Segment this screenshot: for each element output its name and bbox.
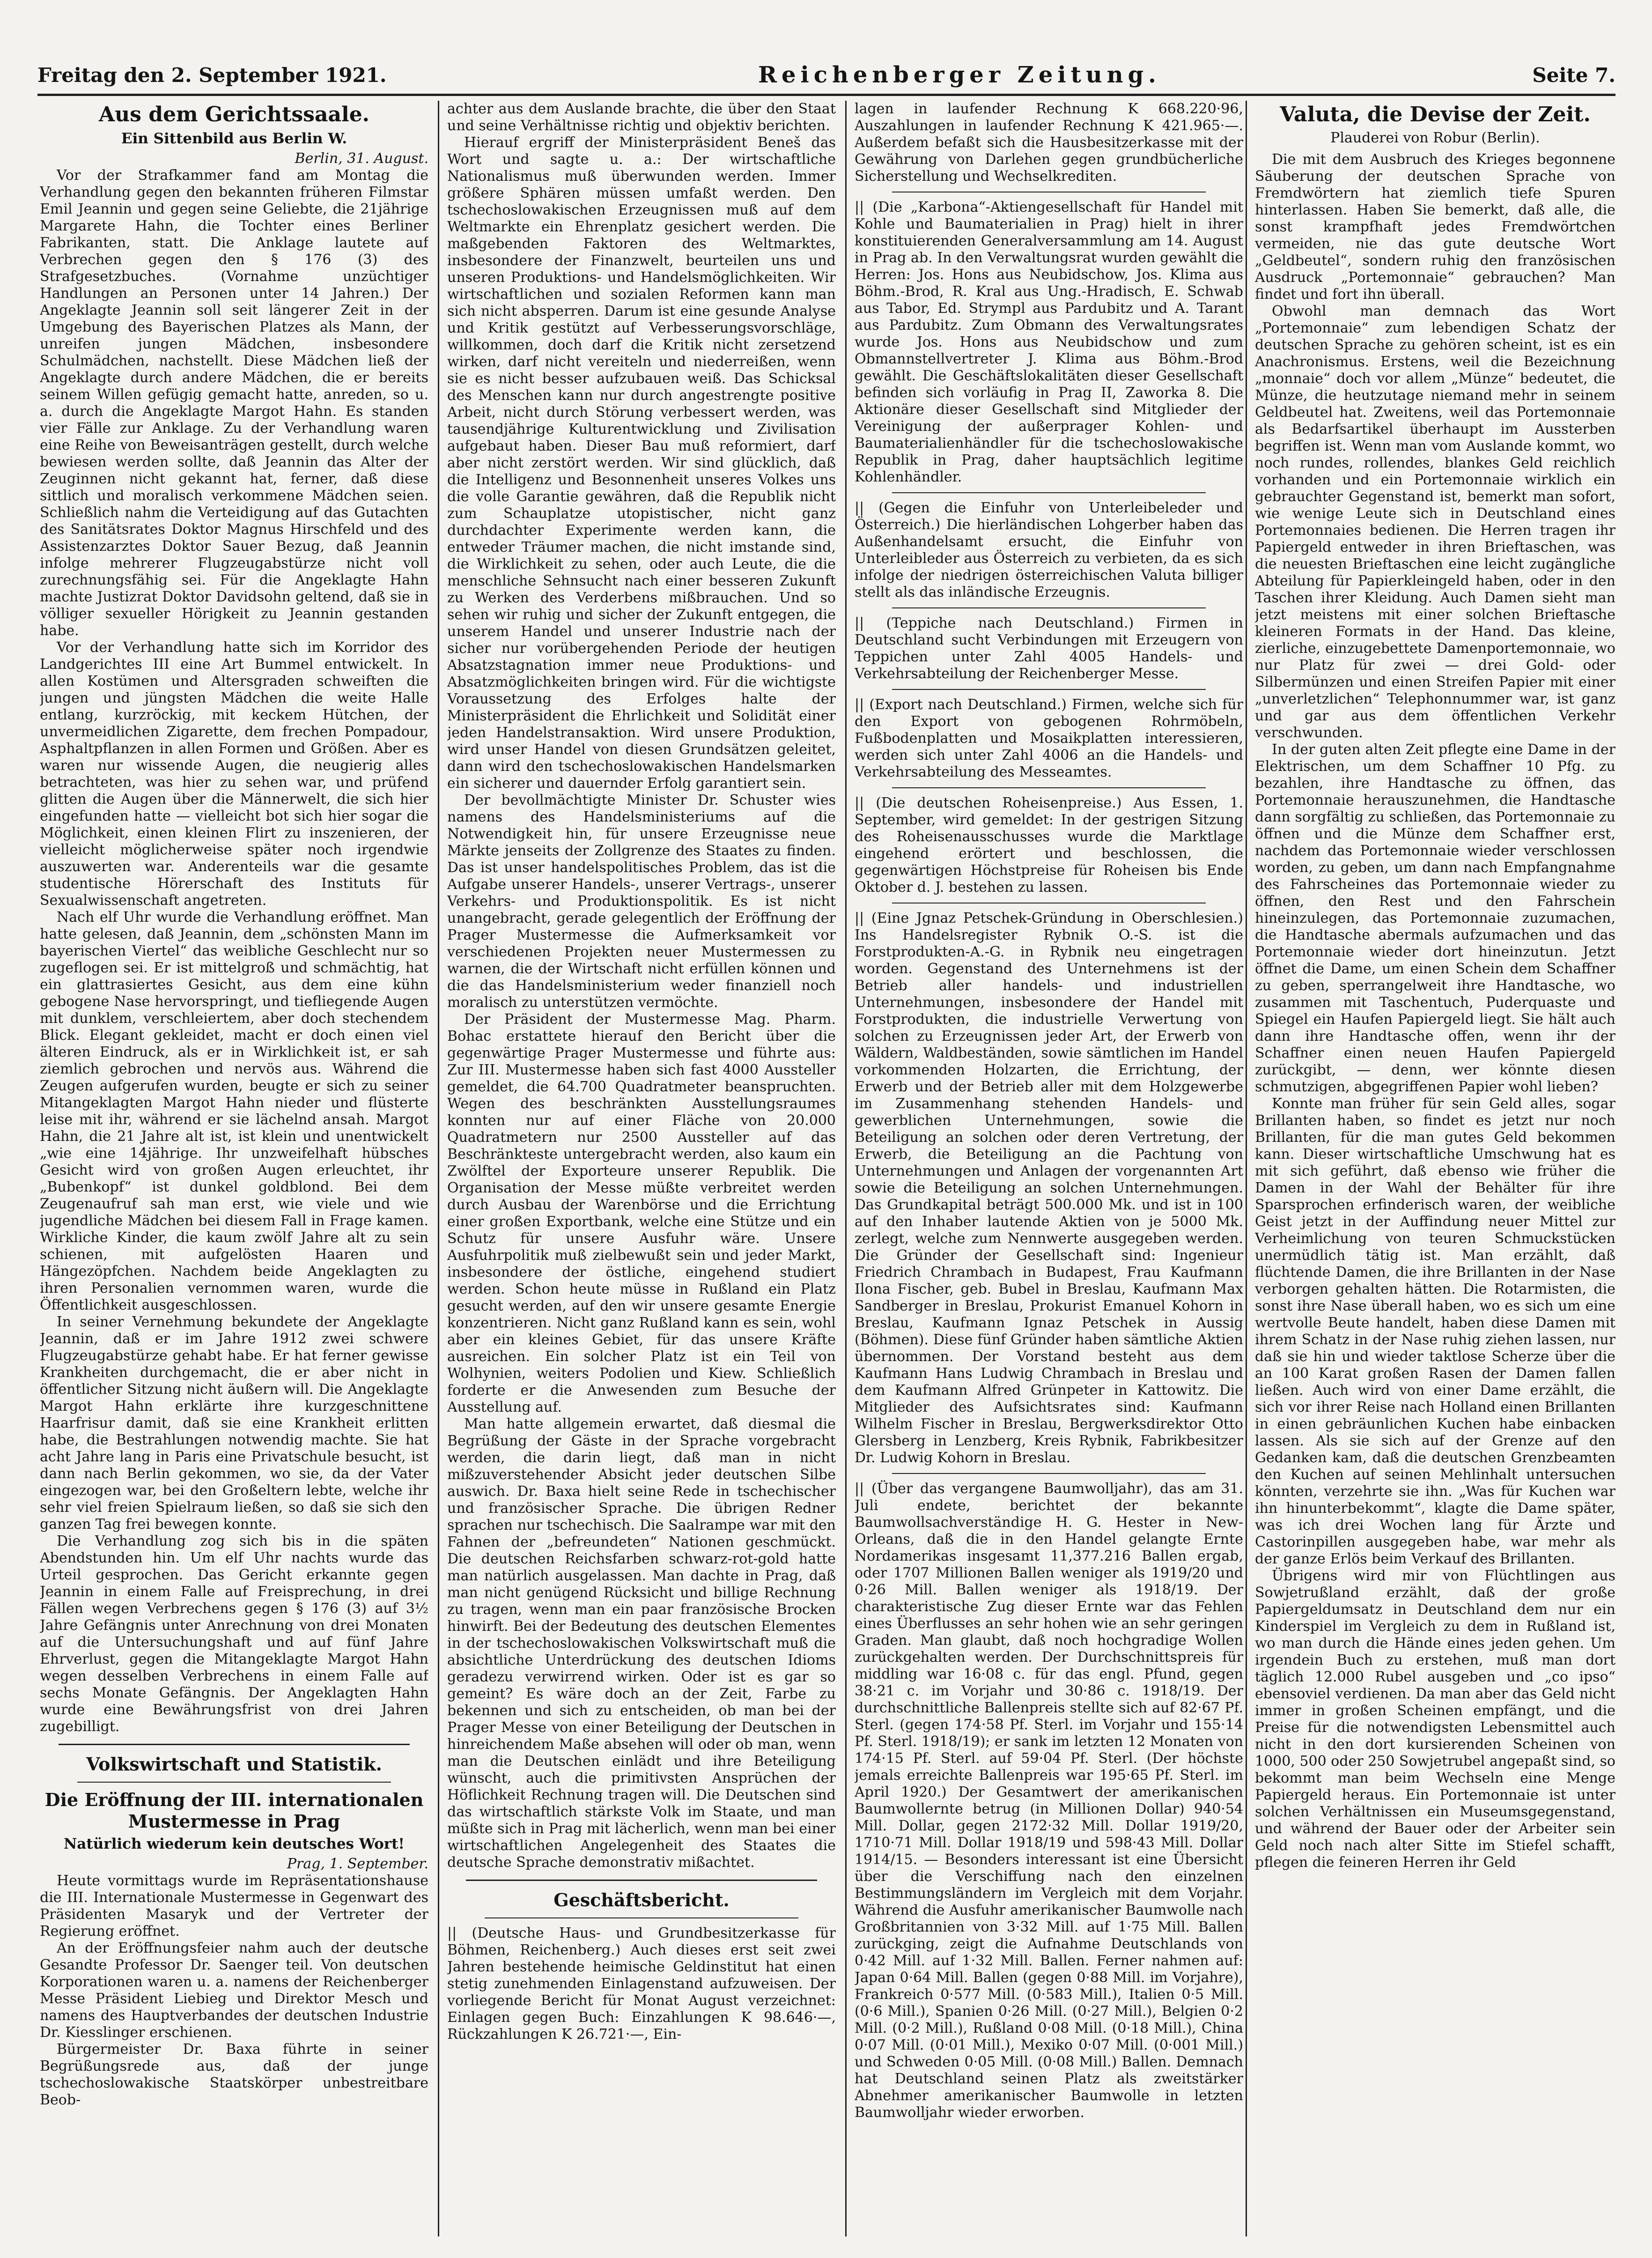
article-subtitle: Ein Sittenbild aus Berlin W. xyxy=(121,130,347,147)
divider xyxy=(485,1917,798,1918)
paragraph: Die Verhandlung zog sich bis in die späten Abendstunden hin. Um elf Uhr nachts wurde das Urteil gesprochen. Das Gericht erkannte gegen Jeannin in einem Falle auf Freisprechung, in drei Fällen wegen Verbrechens gegen § 176 (3) auf 3½ Jahre Gefängnis unter Anrechnung von drei Monaten auf die Untersuchungshaft und auf fünf Jahre Ehrverlust, gegen die Mitangeklagte Margot Hahn wegen desselben Verbrechens in einem Falle auf sechs Monate Gefängnis. Der Angeklagten Hahn wurde eine Bewährungsfrist von drei Jahren zugebilligt. xyxy=(40,1533,428,1735)
page-number: Seite 7. xyxy=(1532,63,1615,87)
paragraph: Vor der Verhandlung hatte sich im Korridor des Landgerichtes III eine Art Bummel entwickelt. In allen Kostümen und Altersgraden schweiften die jungen und jüngsten Mädchen die weite Halle entlang, kurzröckig, mit keckem Hütchen, der unvermeidlichen Zigarette, dem frechen Pompadour, Asphaltpflanzen in allen Formen und Größen. Aber es waren nur wissende Augen, die neugierig alles betrachteten, was hier zu sehen war, und prüfend glitten die Augen über die Männerwelt, die sich hier eingefunden hatte — vielleicht bot sich hier sogar die Möglichkeit, einen kleinen Flirt zu inszenieren, der vielleicht möglicherweise später noch irgendwie auszuwerten war. Anderenteils war die gesamte studentische Hörerschaft des Instituts für Sexualwissenschaft angetreten. xyxy=(40,639,428,909)
column-1 xyxy=(40,101,428,2236)
paragraph: In seiner Vernehmung bekundete der Angeklagte Jeannin, daß er im Jahre 1912 zwei schwere Flugzeugabstürze gehabt habe. Er hat ferner gewisse Krankheiten durchgemacht, die er aber nicht in öffentlicher Sitzung nicht äußern will. Die Angeklagte Margot Hahn erklärte ihre kurzgeschnittene Haarfrisur damit, daß sie eine Krankheit erlitten habe, die Bestrahlungen notwendig machte. Sie hat acht Jahre lang in Paris eine Privatschule besucht, ist dann nach Berlin gekommen, wo sie, da der Vater eingezogen war, bei den Großeltern lebte, welche ihr sehr viel freien Spielraum ließen, so daß sie sich den ganzen Tag frei bewegen konnte. xyxy=(40,1314,428,1532)
paragraph: Konnte man früher für sein Geld alles, sogar Brillanten haben, so findet es jetzt nur noch Brillanten, für die man gutes Geld bekommen kann. Dieser wirtschaftliche Umschwung hat es mit sich geführt, daß ebenso wie früher die Damen in der Wahl der Behälter für ihre Sparsprochen erfinderisch waren, der weibliche Geist jetzt in der Auffindung neuer Mittel zur Verheimlichung von teuren Schmuckstücken unermüdlich tätig ist. Man erzählt, daß flüchtende Damen, die ihre Brillanten in der Nase verborgen gehalten hätten. Die Rotarmisten, die sonst ihre Nase überall haben, wo es sich um eine wertvolle Beute handelt, haben diese Damen mit ihrem Schatz in der Nase ruhig ziehen lassen, nur daß sie hin und wieder taktlose Scherze über die an 100 Karat großen Rasen der Damen fallen ließen. Auch wird von einer Dame erzählt, die sich vor ihrer Reise nach Holland einen Brillanten in einen gebräunlichen Kuchen habe einbacken lassen. Als sie sich auf der Grenze auf den Gedanken kam, daß die deutschen Grenzbeamten den Kuchen auf seinen Mehlinhalt untersuchen könnten, verzehrte sie ihn. „Was für Kuchen war ihn hinunterbekommt“, klagte die Dame später, was ich drei Wochen lang für Ärzte und Castorinpillen ausgegeben habe, war mehr als der ganze Erlös beim Verkauf des Brillanten. xyxy=(1255,1096,1615,1567)
notice: || (Export nach Deutschland.) Firmen, welche sich für den Export von gebogenen Rohrmöbeln, Fußbodenplatten und Mosaikplatten interessieren, werden sich unter Zahl 4006 an die Handels- und Verkehrsabteilung des Messeamtes. xyxy=(855,696,1243,780)
paragraph: An der Eröffnungsfeier nahm auch der deutsche Gesandte Professor Dr. Saenger teil. Von deutschen Korporationen waren u. a. namens der Reichenberger Messe Präsident Liebieg und Direktor Mesch und namens des Hauptverbandes der deutschen Industrie Dr. Kiesslinger erschienen. xyxy=(40,1940,428,2041)
column-rule xyxy=(1246,101,1247,2236)
section-title: Geschäftsbericht. xyxy=(553,1889,730,1910)
paragraph: Hierauf ergriff der Ministerpräsident Beneš das Wort und sagte u. a.: Der wirtschaftliche Nationalismus muß überwunden werden. Immer größere Sphären müssen umfaßt werden. Den tschechoslowakischen Erzeugnissen muß auf dem Weltmarkte ein Ehrenplatz gesichert werden. Die maßgebenden Faktoren des Weltmarktes, insbesondere der Finanzwelt, beurteilen uns und unseren Produktions- und Handelsmöglichkeiten. Wir wirtschaftlichen und sozialen Reformen kann man sich nicht absperren. Darum ist eine gesunde Analyse und Kritik gestützt auf Verbesserungsvorschläge, willkommen, doch darf die Kritik nicht zersetzend wirken, darf nicht vereiteln und niederreißen, wenn sie es nicht besser aufzubauen weiß. Das Schicksal des Menschen kann nur durch angestrengte positive Arbeit, nicht durch Störung verbessert werden, was tausendjährige Kulturentwicklung und Zivilisation aufgebaut haben. Dieser Bau muß reformiert, darf aber nicht zerstört werden. Wir sind glücklich, daß die Intelligenz und Besonnenheit unseres Volkes uns die volle Garantie gewähren, daß die Republik nicht zum Schauplatze utopistischer, nicht ganz durchdachter Experimente werden kann, die entweder Träumer machen, die nicht imstande sind, die Wirklichkeit zu sehen, oder auch Leute, die die menschliche Sehnsucht nach einer besseren Zukunft zu Werken des Verderbens mißbrauchen. Und so sehen wir ruhig und sicher der Zukunft entgegen, die unserem Handel und unserer Industrie nach der sicher nur vorübergehenden Periode der heutigen Absatzstagnation immer neue Produktions- und Absatzmöglichkeiten bringen wird. Für die wichtigste Voraussetzung des Erfolges halte der Ministerpräsident die Ehrlichkeit und Solidität einer jeden Handelstransaktion. Wird unsere Produktion, wird unser Handel von diesen Grundsätzen geleitet, dann wird den tschechoslowakischen Handelsmarken ein sicherer und dauernder Erfolg garantiert sein. xyxy=(447,134,836,792)
section-divider xyxy=(466,1880,817,1881)
article-title: Valuta, die Devise der Zeit. xyxy=(1280,103,1591,126)
paragraph: Der bevollmächtigte Minister Dr. Schuster wies namens des Handelsministeriums auf die Notwendigkeit hin, für unsere Erzeugnisse neue Märkte jenseits der Zollgrenze des Staates zu finden. Das ist unser handelspolitisches Problem, das ist die Aufgabe unserer Handels-, unserer Vertrags-, unserer Verkehrs- und Produktionspolitik. Es ist nicht unangebracht, gerade gelegentlich der Eröffnung der Prager Mustermesse die Aufmerksamkeit vor verschiedenen Projekten neuer Mustermessen zu warnen, die der Wirtschaft nicht erfüllen können und die das Handelsministerium weder finanziell noch moralisch zu unterstützen vermöchte. xyxy=(447,792,836,1011)
section-title: Volkswirtschaft und Statistik. xyxy=(86,1754,382,1775)
section-divider xyxy=(59,1744,410,1745)
dateline: Prag, 1. September. xyxy=(287,1856,428,1872)
dateline: Berlin, 31. August. xyxy=(295,150,428,167)
paragraph: achter aus dem Auslande brachte, die über den Staat und seine Verhältnisse richtig und objektiv berichten. xyxy=(447,101,836,134)
article-title: Aus dem Gerichtssaale. xyxy=(98,103,369,126)
notice: || (Deutsche Haus- und Grundbesitzerkasse für Böhmen, Reichenberg.) Auch dieses erst seit zwei Jahren bestehende heimische Geldinstitut hat einen stetig zunehmenden Einlagenstand aufzuweisen. Der vorliegende Bericht für Monat August verzeichnet: Einlagen gegen Buch: Einzahlungen K 98.646·—, Rückzahlungen K 26.721·—, Ein- xyxy=(447,1925,836,2043)
divider xyxy=(892,787,1206,788)
issue-date: Freitag den 2. September 1921. xyxy=(37,63,387,87)
notice: || (Über das vergangene Baumwolljahr), das am 31. Juli endete, berichtet der bekannte Baumwollsachverständige H. G. Hester in New-Orleans, daß die in den Handel gelangte Ernte Nordamerikas insgesamt 11,377.216 Ballen ergab, oder 1707 Millionen Ballen weniger als 1919/20 und 0·26 Mill. Ballen weniger als 1918/19. Der charakteristische Zug dieser Ernte war das Fehlen eines Überflusses an sehr hohen wie an sehr geringen Graden. Man glaubt, daß noch hochgradige Wollen zurückgehalten werden. Der Durchschnittspreis für middling war 16·08 c. für das engl. Pfund, gegen 38·21 c. im Vorjahr und 30·86 c. 1918/19. Der durchschnittliche Ballenpreis stellte sich auf 82·67 Pf. Sterl. (gegen 174·58 Pf. Sterl. im Vorjahr und 155·14 Pf. Sterl. 1918/19); er sank im letzten 12 Monaten von 174·15 Pf. Sterl. auf 59·04 Pf. Sterl. (Der höchste jemals erreichte Ballenpreis war 195·65 Pf. Sterl. im April 1920.) Der Gesamtwert der amerikanischen Baumwollernte betrug (in Millionen Dollar) 940·54 Mill. Dollar, gegen 2172·32 Mill. Dollar 1919/20, 1710·71 Mill. Dollar 1918/19 und 598·43 Mill. Dollar 1914/15. — Besonders interessant ist eine Übersicht über die Verschiffung nach den einzelnen Bestimmungsländern im Vergleich mit dem Vorjahr. Während die Ausfuhr amerikanischer Baumwolle nach Großbritannien von 3·32 Mill. auf 1·75 Mill. Ballen zurückging, zeigt die Aufnahme Deutschlands von 0·42 Mill. auf 1·32 Mill. Ballen. Ferner nahmen auf: Japan 0·64 Mill. Ballen (gegen 0·88 Mill. im Vorjahre), Frankreich 0·577 Mill. (0·583 Mill.), Italien 0·5 Mill. (0·6 Mill.), Spanien 0·26 Mill. (0·27 Mill.), Belgien 0·2 Mill. (0·2 Mill.), Rußland 0·08 Mill. (0·18 Mill.), China 0·07 Mill. (0·01 Mill.), Mexiko 0·07 Mill. (0·001 Mill.) und Schweden 0·05 Mill. (0·08 Mill.) Ballen. Demnach hat Deutschland seinen Platz als zweitstärker Abnehmer amerikanischer Baumwolle in letzten Baumwolljahr wieder erworben. xyxy=(855,1481,1243,2121)
paragraph: Heute vormittags wurde im Repräsentationshause die III. Internationale Mustermesse in Gegenwart des Präsidenten Masaryk und der Vertreter der Regierung eröffnet. xyxy=(40,1873,428,1940)
byline: Plauderei von Robur (Berlin). xyxy=(1330,130,1540,146)
notice: || (Die „Karbona“-Aktiengesellschaft für Handel mit Kohle und Baumaterialien in Prag) hielt in ihrer konstituierenden Generalversammlung am 14. August in Prag ab. In den Verwaltungsrat wurden gewählt die Herren: Jos. Hons aus Neubidschow, Jos. Klima aus Böhm.-Brod, R. Kral aus Ung.-Hradisch, E. Schwab aus Tabor, Ed. Strympl aus Pardubitz und A. Tarant aus Pardubitz. Zum Obmann des Verwaltungsrates wurde Jos. Hons aus Neubidschow und zum Obmannstellvertreter J. Klima aus Böhm.-Brod gewählt. Die Geschäftslokalitäten dieser Gesellschaft befinden sich vorläufig in Prag II, Zaworka 8. Die Aktionäre dieser Gesellschaft sind Mitglieder der Vereinigung der außerprager Kohlen- und Baumaterialienhändler für die tschechoslowakische Republik in Prag, daher hauptsächlich legitime Kohlenhändler. xyxy=(855,199,1243,485)
divider xyxy=(892,689,1206,690)
divider xyxy=(77,1782,391,1783)
paragraph: Nach elf Uhr wurde die Verhandlung eröffnet. Man hatte gelesen, daß Jeannin, dem „schönsten Mann im bayerischen Viertel“ das weibliche Geschlecht nur so zugeflogen sei. Er ist mittelgroß und schmächtig, hat ein glattrasiertes Gesicht, aus dem eine kühn gebogene Nase hervorspringt, und tiefliegende Augen mit dunklem, verschleiertem, aber doch stechendem Blick. Elegant gekleidet, macht er doch einen viel älteren Eindruck, als er in Wirklichkeit ist, er sah ziemlich gebrochen und nervös aus. Während die Zeugen aufgerufen wurden, beugte er sich zu seiner Mitangeklagten Margot Hahn nieder und flüsterte leise mit ihr, während er sie lächelnd ansah. Margot Hahn, die 21 Jahre alt ist, ist klein und unentwickelt „wie eine 14jährige. Ihr unzweifelhaft hübsches Gesicht wird von großen Augen erleuchtet, ihr „Bubenkopf“ ist dunkel goldblond. Bei dem Zeugenaufruf sah man erst, wie viele und wie jugendliche Mädchen bei diesem Fall in Frage kamen. Wirkliche Kinder, die kaum zwölf Jahre alt zu sein schienen, mit aufgelösten Haaren und Hängezöpfchen. Nachdem beide Angeklagten zu ihren Personalien vernommen waren, wurde die Öffentlichkeit ausgeschlossen. xyxy=(40,909,428,1313)
notice: || (Teppiche nach Deutschland.) Firmen in Deutschland sucht Verbindungen mit Erzeugern von Teppichen unter Zahl 4005 Handels- und Verkehrsabteilung der Reichenberger Messe. xyxy=(855,615,1243,682)
notice: || (Die deutschen Roheisenpreise.) Aus Essen, 1. September, wird gemeldet: In der gestrigen Sitzung des Roheisenausschusses wurde die Marktlage eingehend erörtert und beschlossen, die gegenwärtigen Höchstpreise für Roheisen bis Ende Oktober d. J. bestehen zu lassen. xyxy=(855,795,1243,896)
paragraph: Obwohl man demnach das Wort „Portemonnaie“ zum lebendigen Schatz der deutschen Sprache zu gehören scheint, ist es ein Anachronismus. Erstens, weil die Bezeichnung „monnaie“ doch vor allem „Münze“ bedeutet, die Münze, die heutzutage niemand mehr in seinem Geldbeutel hat. Zweitens, weil das Portemonnaie als Bedarfsartikel überhaupt im Aussterben begriffen ist. Wenn man vom Auslande kommt, wo noch rundes, rollendes, blankes Geld reichlich vorhanden und ein Portemonnaie wirklich ein gebrauchter Gegenstand ist, bemerkt man sofort, wie wenige Leute sich in Deutschland eines Portemonnaies bedienen. Die Herren tragen ihr Papiergeld entweder in ihren Brieftaschen, was die neuesten Brieftaschen eine leicht zugängliche Abteilung für Papierkleingeld haben, oder in den Taschen ihrer Kleidung. Auch Damen sieht man jetzt meistens mit einer solchen Brieftasche kleineren Formats in der Hand. Das kleine, zierliche, einzugebettete Damenportemonnaie, wo nur Platz für zwei — drei Gold- oder Silbermünzen und einen Streifen Papier mit einer „unverletzlichen“ Telephonnummer war, ist ganz und gar aus dem öffentlichen Verkehr verschwunden. xyxy=(1255,303,1615,741)
divider xyxy=(892,1473,1206,1474)
column-2 xyxy=(447,101,836,2236)
business-notices xyxy=(447,1925,836,2043)
article-subtitle: Natürlich wiederum kein deutsches Wort! xyxy=(63,1836,405,1852)
paragraph: Bürgermeister Dr. Baxa führte in seiner Begrüßungsrede aus, daß der junge tschechoslowakische Staatskörper unbestreitbare Beob- xyxy=(40,2041,428,2108)
column-rule xyxy=(845,101,847,2236)
masthead: Reichenberger Zeitung. xyxy=(758,62,1161,88)
divider xyxy=(892,607,1206,608)
paragraph: In der guten alten Zeit pflegte eine Dame in der Elektrischen, um dem Schaffner 10 Pfg. zu bezahlen, ihre Handtasche zu öffnen, das Portemonnaie herauszunehmen, die Handtasche dann sorgfältig zu schließen, das Portemonnaie zu öffnen und die Münze dem Schaffner erst, nachdem das Portemonnaie wieder verschlossen worden, zu geben, um dann nach Empfangnahme des Fahrscheines das Portemonnaie wieder zu öffnen, den Rest und den Fahrschein hineinzulegen, das Portemonnaie zuzumachen, die Handtasche abermals aufzumachen und das Portemonnaie wieder dort hineinzutun. Jetzt öffnet die Dame, um einen Schein dem Schaffner zu geben, sperrangelweit ihre Handtasche, wo zusammen mit Taschentuch, Puderquaste und Spiegel ein Haufen Papiergeld liegt. Sie hält auch dann ihre Handtasche offen, wenn ihr der Schaffner einen neuen Haufen Papiergeld zurückgibt, — denn, wer könnte diesen schmutzigen, abgegriffenen Papier wohl lieben? xyxy=(1255,741,1615,1095)
divider xyxy=(892,492,1206,493)
page-header xyxy=(37,56,1615,96)
column-4 xyxy=(1255,101,1615,2236)
paragraph: Vor der Strafkammer fand am Montag die Verhandlung gegen den bekannten früheren Filmstar Emil Jeannin und gegen seine Geliebte, die 21jährige Margarete Hahn, die Tochter eines Berliner Fabrikanten, statt. Die Anklage lautete auf Verbrechen gegen den § 176 (3) des Strafgesetzbuches. (Vornahme unzüchtiger Handlungen an Personen unter 14 Jahren.) Der Angeklagte Jeannin soll seit längerer Zeit in der Umgebung des Bayerischen Platzes als Mann, der unreifen jungen Mädchen, insbesondere Schulmädchen, nachstellt. Diese Mädchen ließ der Angeklagte durch andere Mädchen, die er bereits seinem Willen gefügig gemacht hatte, anreden, so u. a. durch die Angeklagte Margot Hahn. Es standen vier Fälle zur Anklage. Zu der Verhandlung waren eine Reihe von Beweisanträgen gestellt, durch welche bewiesen werden sollte, daß Jeannin das Alter der Zeuginnen nicht gekannt hat, ferner, daß diese sittlich und moralisch verkommene Mädchen seien. Schließlich nahm die Verteidigung auf das Gutachten des Sanitätsrates Doktor Magnus Hirschfeld und des Assistenzarztes Doktor Sauer Bezug, daß Jeannin infolge mehrerer Flugzeugabstürze nicht voll zurechnungsfähig sei. Für die Angeklagte Hahn machte Justizrat Doktor Davidsohn geltend, daß sie in völliger sexueller Hörigkeit zu Jeannin gestanden habe. xyxy=(40,167,428,639)
article-title: Die Eröffnung der III. internationalen Mustermesse in Prag xyxy=(44,1789,424,1832)
paragraph: Der Präsident der Mustermesse Mag. Pharm. Bohac erstattete hierauf den Bericht über die gegenwärtige Prager Mustermesse und führte aus: Zur III. Mustermesse haben sich fast 4000 Aussteller gemeldet, die 64.700 Quadratmeter beanspruchten. Wegen des beschränkten Ausstellungsraumes konnten nur auf einer Fläche von 20.000 Quadratmetern nur 2500 Aussteller auf das Beschränkteste untergebracht werden, also kaum ein Zwölftel der Exporteure unserer Republik. Die Organisation der Messe müßte verbreitet werden durch Ausbau der Warenbörse und die Errichtung einer großen Exportbank, welche eine Stütze und ein Schutz für unsere Ausfuhr wäre. Unsere Ausfuhrpolitik muß zielbewußt sein und jeder Markt, insbesondere der östliche, eingehend studiert werden. Schon heute müsse in Rußland ein Platz gesucht werden, auf den wir unsere gesamte Energie konzentrieren. Nicht ganz Rußland kann es sein, wohl aber ein kleines Gebiet, für das unsere Kräfte ausreichen. Ein solcher Platz ist ein Teil von Wolhynien, weiters Podolien und Kiew. Schließlich forderte er die Anwesenden zum Besuche der Ausstellung auf. xyxy=(447,1011,836,1415)
paragraph: Die mit dem Ausbruch des Krieges begonnene Säuberung der deutschen Sprache von Fremdwörtern hat ziemlich tiefe Spuren hinterlassen. Haben Sie bemerkt, daß alle, die sonst krampfhaft jedes Fremdwörtchen vermeiden, nie das gute deutsche Wort „Geldbeutel“, sondern ruhig den französischen Ausdruck „Portemonnaie“ gebrauchen? Man findet und fort ihn überall. xyxy=(1255,151,1615,303)
column-rule xyxy=(438,101,439,2236)
paragraph: Man hatte allgemein erwartet, daß diesmal die Begrüßung der Gäste in der Sprache vorgebracht werden, die darin liegt, daß man in nicht mißzuverstehender Absicht jeder deutschen Silbe auswich. Dr. Baxa hielt seine Rede in tschechischer und französischer Sprache. Die übrigen Redner sprachen nur tschechisch. Die Saalrampe war mit den Fahnen der „befreundeten“ Nationen geschmückt. Die deutschen Reichsfarben schwarz-rot-gold hatte man natürlich ausgelassen. Man dachte in Prag, daß man nicht genügend Rücksicht und billige Rechnung zu tragen, wenn man ein paar französische Brocken hinwirft. Bei der Bedeutung des deutschen Elementes in der tschechoslowakischen Volkswirtschaft muß die absichtliche Unterdrückung des deutschen Idioms geradezu verwirrend wirken. Oder ist es gar so gemeint? Es wäre doch an der Zeit, Farbe zu bekennen und sich zu entscheiden, ob man bei der Prager Messe von einer Beteiligung der Deutschen in hinreichendem Maße absehen will oder ob man, wenn man die Deutschen einlädt und ihre Beteiligung wünscht, auch die primitivsten Ansprüchen der Höflichkeit Rechnung tragen will. Die Deutschen sind das wirtschaftlich stärkste Volk im Staate, und man müßte sich in Prag mit lächerlich, wenn man bei einer wirtschaftlichen Angelegenheit des Staates die deutsche Sprache demonstrativ mißachtet. xyxy=(447,1416,836,1871)
column-3 xyxy=(855,101,1243,2236)
notice: || (Eine Jgnaz Petschek-Gründung in Oberschlesien.) Ins Handelsregister Rybnik O.-S. ist die Forstprodukten-A.-G. in Rybnik neu eingetragen worden. Gegenstand des Unternehmens ist der Betrieb aller handels- und industriellen Unternehmungen, insbesondere der Handel mit Forstprodukten, die industrielle Verwertung von solchen zu Erzeugnissen jeder Art, der Erwerb von Wäldern, Waldbeständen, sowie sämtlichen im Handel vorkommenden Holzarten, die Errichtung, der Erwerb und der Betrieb aller mit dem Holzgewerbe im Zusammenhang stehenden Handels- und gewerblichen Unternehmungen, sowie die Beteiligung an solchen oder deren Vertretung, der Erwerb, die Beteiligung an die Pachtung von Unternehmungen und Anlagen der vorgenannten Art sowie die Beteiligung an solchen Unternehmungen. Das Grundkapital beträgt 500.000 Mk. und ist in 100 auf den Inhaber lautende Aktien von je 5000 Mk. zerlegt, welche zum Nennwerte ausgegeben werden. Die Gründer der Gesellschaft sind: Ingenieur Friedrich Chrambach in Budapest, Frau Kaufmann Ilona Fischer, geb. Bubel in Breslau, Kaufmann Max Sandberger in Breslau, Prokurist Emanuel Kohorn in Breslau, Kaufmann Ignaz Petschek in Aussig (Böhmen). Diese fünf Gründer haben sämtliche Aktien übernommen. Der Vorstand besteht aus dem Kaufmann Hans Ludwig Chrambach in Breslau und dem Kaufmann Alfred Grünpeter in Kattowitz. Die Mitglieder des Aufsichtsrates sind: Kaufmann Wilhelm Fischer in Breslau, Bergwerksdirektor Otto Glersberg in Lenzberg, Kreis Rybnik, Fabrikbesitzer Dr. Ludwig Kohorn in Breslau. xyxy=(855,910,1243,1466)
notice: lagen in laufender Rechnung K 668.220·96, Auszahlungen in laufender Rechnung K 421.965·—. Außerdem befaßt sich die Hausbesitzerkasse mit der Gewährung von Darlehen gegen grundbücherliche Sicherstellung und Wechselkrediten. xyxy=(855,101,1243,185)
paragraph: Übrigens wird mir von Flüchtlingen aus Sowjetrußland erzählt, daß der große Papiergeldumsatz in Deutschland dem nur ein Kinderspiel im Vergleich zu dem in Rußland ist, wo man durch die Hände eines jeden gehen. Um irgendein Buch zu erstehen, muß man dort täglich 12.000 Rubel ausgeben und „co ipso“ ebensoviel verdienen. Da man aber das Geld nicht immer in großen Scheinen empfängt, und die Preise für die notwendigsten Lebensmittel auch nicht in den dort kursierenden Scheinen von 1000, 500 oder 250 Sowjetrubel angepaßt sind, so bekommt man beim Wechseln eine Menge Papiergeld heraus. Ein Portemonnaie ist unter solchen Verhältnissen ein Museumsgegenstand, und während der Bauer oder der Arbeiter sein Geld noch nach alter Sitte im Stiefel schafft, pflegen die feineren Herren ihr Geld xyxy=(1255,1568,1615,1871)
notice: || (Gegen die Einfuhr von Unterleibeleder und Österreich.) Die hierländischen Lohgerber haben das Außenhandelsamt ersucht, die Einfuhr von Unterleibleder aus Österreich zu verbieten, da es sich infolge der niedrigen österreichischen Valuta billiger stellt als das inländische Erzeugnis. xyxy=(855,500,1243,600)
